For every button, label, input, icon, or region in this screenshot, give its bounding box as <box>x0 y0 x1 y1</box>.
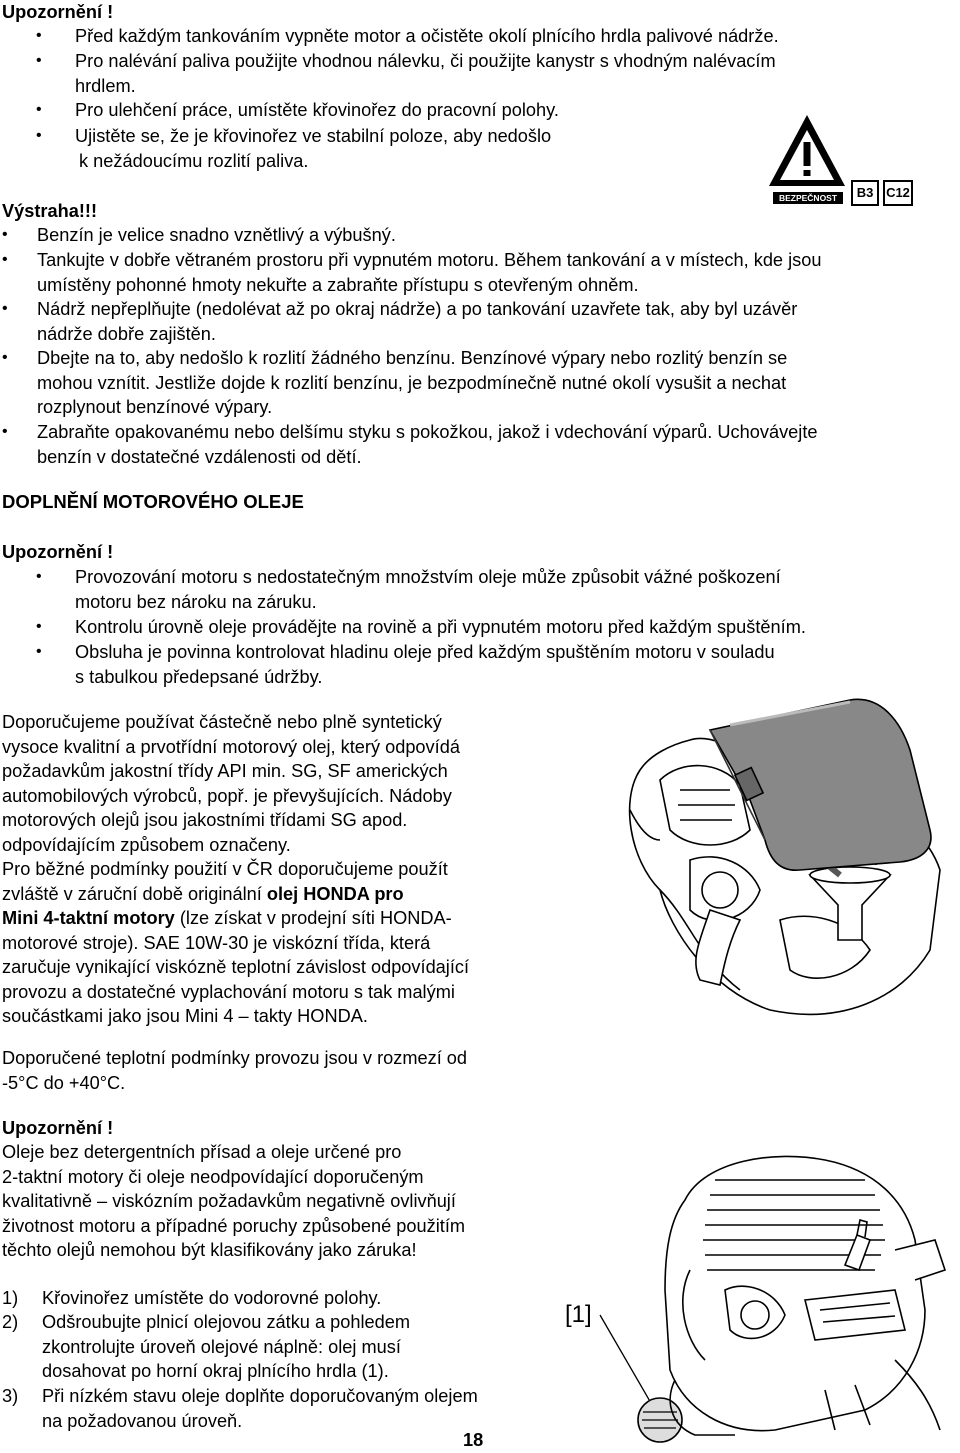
bullet-icon: • <box>36 52 42 69</box>
bullet-text: benzín v dostatečné vzdálenosti od dětí. <box>37 446 362 467</box>
step-number: 1) <box>2 1288 19 1308</box>
bullet-icon: • <box>2 300 8 317</box>
warning-label: BEZPEČNOST <box>778 193 838 203</box>
bullet-text: Zabraňte opakovanému nebo delšímu styku s pokožkou, jakož i vdechování výparů. Uchovávejte <box>37 422 818 442</box>
code-b3: B3 <box>856 185 874 200</box>
bullet-text: umístěny pohonné hmoty nekuřte a zabraňte přístupu s otevřeným ohněm. <box>37 274 639 295</box>
text-run: zvláště v záruční době originální <box>2 883 267 904</box>
bullet-icon: • <box>36 643 42 660</box>
paragraph-line <box>2 906 469 931</box>
paragraph-line: -5°C do +40°C. <box>2 1072 126 1093</box>
paragraph-line: Pro běžné podmínky použití v ČR doporučujeme použít <box>2 859 448 879</box>
bullet-text: Dbejte na to, aby nedošlo k rozlití žádného benzínu. Benzínové výpary nebo rozlitý benzín se <box>37 348 788 368</box>
bullet-text: s tabulkou předepsané údržby. <box>75 666 323 687</box>
bullet-icon: • <box>2 423 8 440</box>
text-run: (lze získat v prodejní síti HONDA- <box>174 908 452 928</box>
page-number: 18 <box>463 1430 484 1450</box>
paragraph-line: 2-taktní motory či oleje neodpovídající doporučeným <box>2 1166 424 1187</box>
bold-run: Mini 4-taktní motory <box>2 908 175 928</box>
paragraph-line: kvalitativně – viskózním požadavkům negativně ovlivňují <box>2 1191 456 1211</box>
paragraph-line: odpovídajícím způsobem označeny. <box>2 834 291 855</box>
bullet-icon: • <box>36 618 42 635</box>
bullet-text: Nádrž nepřeplňujte (nedolévat až po okraj nádrže) a po tankování uzavřete tak, aby byl uzávěr <box>37 299 798 319</box>
bullet-icon: • <box>2 251 8 268</box>
paragraph-line: motorové stroje). SAE 10W-30 je viskózní třída, která <box>2 932 431 953</box>
warning-sign <box>765 110 915 210</box>
engine-illustration <box>595 1140 960 1445</box>
bullet-text: Kontrolu úrovně oleje provádějte na rovině a při vypnutém motoru před každým spuštěním. <box>75 617 806 637</box>
paragraph-line: požadavkům jakostní třídy API min. SG, SF amerických <box>2 761 448 781</box>
step-text: Odšroubujte plnicí olejovou zátku a pohledem <box>42 1312 411 1332</box>
bullet-icon: • <box>36 27 42 44</box>
bullet-text: Pro ulehčení práce, umístěte křovinořez do pracovní polohy. <box>75 100 559 120</box>
oil-warning-paragraph <box>2 1140 465 1263</box>
bullet-text: mohou vznítit. Jestliže dojde k rozlití benzínu, je bezpodmínečně nutné okolí vysušit a nechat <box>37 372 787 393</box>
paragraph-line: Oleje bez detergentních přísad a oleje určené pro <box>2 1142 402 1162</box>
bullet-text: Pro nalévání paliva použijte vhodnou nálevku, či použijte kanystr s vhodným nalévacím <box>75 51 776 71</box>
step-text: zkontrolujte úroveň olejové náplně: olej musí <box>42 1336 401 1357</box>
bullet-icon: • <box>2 226 8 243</box>
step-number: 2) <box>2 1312 19 1332</box>
bullet-icon: • <box>36 101 42 118</box>
danger-heading: Výstraha!!! <box>2 201 98 221</box>
bullet-text: Benzín je velice snadno vznětlivý a výbušný. <box>37 225 396 245</box>
bullet-text: hrdlem. <box>75 75 136 96</box>
warning-heading-3: Upozornění ! <box>2 1118 114 1138</box>
paragraph-line: vysoce kvalitní a prvotřídní motorový olej, který odpovídá <box>2 736 460 757</box>
step-text: na požadovanou úroveň. <box>42 1410 243 1431</box>
bullet-text: nádrže dobře zajištěn. <box>37 323 216 344</box>
bullet-text: rozplynout benzínové výpary. <box>37 397 273 417</box>
section-title-oil: DOPLNĚNÍ MOTOROVÉHO OLEJE <box>2 491 304 512</box>
warning-heading-1: Upozornění ! <box>2 2 114 22</box>
step-text: Křovinořez umístěte do vodorovné polohy. <box>42 1288 382 1308</box>
paragraph-line: Doporučené teplotní podmínky provozu jsou v rozmezí od <box>2 1048 468 1068</box>
bullet-icon: • <box>2 349 8 366</box>
paragraph-line <box>2 882 469 907</box>
paragraph-line: Doporučujeme používat částečně nebo plně syntetický <box>2 712 442 732</box>
paragraph-line: provozu a dostatečné vyplachování motoru s tak malými <box>2 981 455 1002</box>
temperature-paragraph <box>2 1046 467 1095</box>
oil-recommendation <box>2 710 469 1029</box>
figure-label: [1] <box>565 1301 592 1328</box>
paragraph-line: motorových olejů jsou jakostními třídami SG apod. <box>2 810 408 830</box>
paragraph-line: zaručuje vynikající viskózně teplotní závislost odpovídající <box>2 957 470 977</box>
paragraph-line: životnost motoru a případné poruchy způsobené použitím <box>2 1215 466 1236</box>
paragraph-line: automobilových výrobců, popř. je převyšujících. Nádoby <box>2 785 452 806</box>
step-number: 3) <box>2 1386 19 1406</box>
bullet-icon: • <box>36 568 42 585</box>
bullet-text: Obsluha je povinna kontrolovat hladinu oleje před každým spuštěním motoru v souladu <box>75 642 775 662</box>
bullet-text: k nežádoucímu rozlití paliva. <box>79 150 309 171</box>
bullet-text: Před každým tankováním vypněte motor a očistěte okolí plnícího hrdla palivové nádrže. <box>75 26 779 46</box>
bullet-text: Ujistěte se, že je křovinořez ve stabilní poloze, aby nedošlo <box>75 126 552 146</box>
bullet-icon: • <box>36 127 42 144</box>
paragraph-line: těchto olejů nemohou být klasifikovány jako záruka! <box>2 1240 417 1260</box>
warning-heading-2: Upozornění ! <box>2 542 114 562</box>
bullet-text: Provozování motoru s nedostatečným množstvím oleje může způsobit vážné poškození <box>75 567 781 587</box>
bullet-text: Tankujte v dobře větraném prostoru při vypnutém motoru. Během tankování a v místech, kde jsou <box>37 250 822 270</box>
code-c12: C12 <box>886 185 910 200</box>
oil-filling-illustration <box>600 690 955 1035</box>
bold-run: olej HONDA pro <box>266 883 404 904</box>
step-text: Při nízkém stavu oleje doplňte doporučovaným olejem <box>42 1386 478 1406</box>
step-text: dosahovat po horní okraj plnícího hrdla (1). <box>42 1361 389 1381</box>
paragraph-line: součástkami jako jsou Mini 4 – takty HONDA. <box>2 1006 368 1026</box>
bullet-text: motoru bez nároku na záruku. <box>75 591 317 612</box>
